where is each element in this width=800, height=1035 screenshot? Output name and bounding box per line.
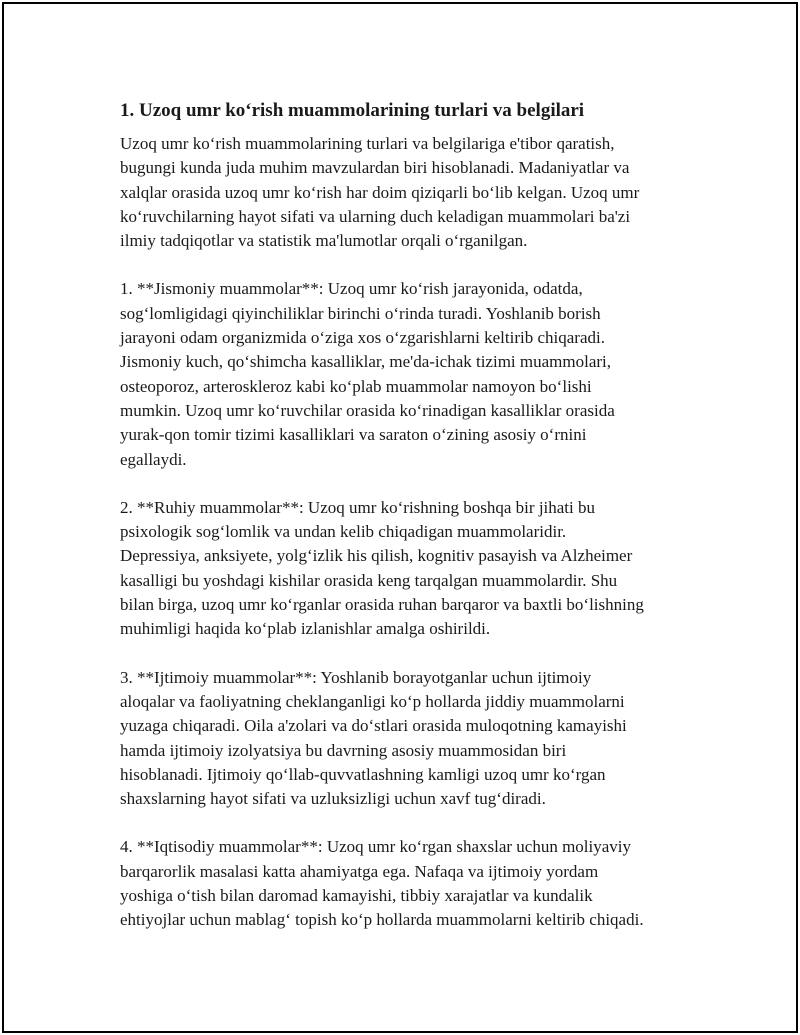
text-line: shaxslarning hayot sifati va uzluksizligi uchun xavf tug‘diradi. <box>120 789 546 809</box>
paragraph-economic-problems <box>120 835 700 932</box>
text-line: Jismoniy kuch, qo‘shimcha kasalliklar, me'da-ichak tizimi muammolari, <box>120 352 612 372</box>
text-line: bilan birga, uzoq umr ko‘rganlar orasida ruhan barqaror va baxtli bo‘lishning <box>120 595 644 615</box>
paragraph-intro <box>120 132 700 253</box>
text-line: mumkin. Uzoq umr ko‘ruvchilar orasida ko‘rinadigan kasalliklar orasida <box>120 400 615 420</box>
text-line: bugungi kunda juda muhim mavzulardan biri hisoblanadi. Madaniyatlar va <box>120 158 630 178</box>
text-line: Uzoq umr ko‘rish muammolarining turlari va belgilariga e'tibor qaratish, <box>120 134 615 153</box>
text-line: yurak-qon tomir tizimi kasalliklari va saraton o‘zining asosiy o‘rnini <box>120 425 587 445</box>
text-line: ilmiy tadqiqotlar va statistik ma'lumotlar orqali o‘rganilgan. <box>120 231 528 251</box>
paragraph-social-problems <box>120 666 700 812</box>
text-line: ko‘ruvchilarning hayot sifati va ularning duch keladigan muammolari ba'zi <box>120 206 631 226</box>
document-title: 1. Uzoq umr ko‘rish muammolarining turlari va belgilarі <box>120 100 585 121</box>
paragraph-mental-problems <box>120 496 700 642</box>
text-line: egallaydi. <box>120 449 187 469</box>
text-line: sog‘lomligidagi qiyinchiliklar birinchi o‘rinda turadi. Yoshlanib borish <box>120 303 601 323</box>
text-line: muhimligi haqida ko‘plab izlanishlar amalga oshirildi. <box>120 619 491 639</box>
text-line: 4. **Iqtisodiy muammolar**: Uzoq umr ko‘rgan shaxslar uchun moliyaviy <box>120 837 632 857</box>
text-line: hamda ijtimoiy izolyatsiya bu davrning asosiy muammosidan biri <box>120 740 567 760</box>
text-line: yuzaga chiqaradi. Oila a'zolari va do‘stlari orasida muloqotning kamayishi <box>120 716 627 736</box>
paragraph-physical-problems <box>120 277 700 471</box>
text-line: Depressiya, anksiyete, yolg‘izlik his qilish, kognitiv pasayish va Alzheimer <box>120 546 633 566</box>
text-line: kasalligi bu yoshdagi kishilar orasida keng tarqalgan muammolardir. Shu <box>120 570 618 590</box>
text-line: 1. **Jismoniy muammolar**: Uzoq umr ko‘rish jarayonida, odatda, <box>120 279 583 299</box>
text-line: 2. **Ruhiy muammolar**: Uzoq umr ko‘rishning boshqa bir jihati bu <box>120 497 596 517</box>
text-line: xalqlar orasida uzoq umr ko‘rish har doim qiziqarli bo‘lib kelgan. Uzoq umr <box>120 182 640 202</box>
text-line: ehtiyojlar uchun mablag‘ topish ko‘p hollarda muammolarni keltirib chiqadi. <box>120 910 644 930</box>
text-line: hisoblanadi. Ijtimoiy qo‘llab-quvvatlashning kamligi uzoq umr ko‘rgan <box>120 764 606 784</box>
text-line: 3. **Ijtimoiy muammolar**: Yoshlanib borayotganlar uchun ijtimoiy <box>120 667 592 687</box>
text-line: aloqalar va faoliyatning cheklanganligi ko‘p hollarda jiddiy muammolarni <box>120 691 625 711</box>
document-body <box>120 98 700 957</box>
text-line: osteoporoz, arteroskleroz kabi ko‘plab muammolar namoyon bo‘lishi <box>120 376 592 396</box>
text-line: psixologik sog‘lomlik va undan kelib chiqadigan muammolaridir. <box>120 522 567 542</box>
text-line: barqarorlik masalasi katta ahamiyatga ega. Nafaqa va ijtimoiy yordam <box>120 861 599 881</box>
page-frame <box>2 2 798 1033</box>
text-line: jarayoni odam organizmida o‘ziga xos o‘zgarishlarni keltirib chiqaradi. <box>120 328 605 348</box>
text-line: yoshiga o‘tish bilan daromad kamayishi, tibbiy xarajatlar va kundalik <box>120 886 593 906</box>
